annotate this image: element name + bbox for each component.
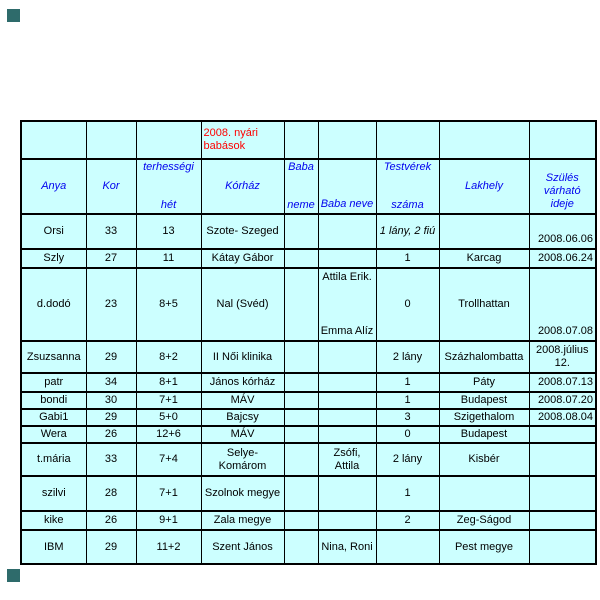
cell-szules: 2008.07.08 [529,268,596,341]
cell-het: 7+1 [136,476,201,511]
col-header-het-line2: hét [160,199,177,211]
col-header-lakhely: Lakhely [439,159,529,214]
cell-neve [318,341,376,373]
cell-neve [318,409,376,426]
cell-szules: 2008.08.04 [529,409,596,426]
cell-neme [284,409,318,426]
cell-kor: 23 [86,268,136,341]
cell-testverek: 2 [376,511,439,530]
cell-anya: patr [21,373,86,392]
cell-anya: Szly [21,249,86,268]
cell-neve [318,511,376,530]
cell-het: 7+1 [136,392,201,409]
cell-korhaz: Selye-Komárom [201,443,284,476]
cell-testverek: 2 lány [376,443,439,476]
cell-het: 13 [136,214,201,249]
cell-korhaz: Zala megye [201,511,284,530]
cell-kor: 30 [86,392,136,409]
cell-anya: szilvi [21,476,86,511]
empty-cell [136,121,201,159]
cell-neve: Zsófi, Attila [318,443,376,476]
col-header-het-line1: terhességi [143,161,194,173]
cell-neme [284,476,318,511]
cell-korhaz: Szolnok megye [201,476,284,511]
cell-kor: 33 [86,443,136,476]
cell-korhaz: MÁV [201,392,284,409]
cell-anya: Orsi [21,214,86,249]
cell-neve [318,426,376,443]
col-header-neve: Baba neve [318,159,376,214]
cell-lakhely: Trollhattan [439,268,529,341]
cell-anya: Zsuzsanna [21,341,86,373]
cell-korhaz: Szote- Szeged [201,214,284,249]
cell-neve [318,392,376,409]
cell-lakhely: Budapest [439,392,529,409]
cell-testverek: 1 [376,373,439,392]
table-row [21,392,596,409]
babies-table [20,120,597,565]
cell-lakhely: Szigethalom [439,409,529,426]
cell-szules [529,530,596,564]
cell-anya: IBM [21,530,86,564]
empty-cell [284,121,318,159]
cell-szules [529,511,596,530]
table-row [21,511,596,530]
empty-cell [439,121,529,159]
cell-anya: Wera [21,426,86,443]
cell-neve: Nina, Roni [318,530,376,564]
cell-lakhely: Zeg-Ságod [439,511,529,530]
table-title: 2008. nyári babások [201,121,284,159]
cell-szules [529,426,596,443]
cell-szules: 2008.07.13 [529,373,596,392]
cell-kor: 34 [86,373,136,392]
cell-korhaz: Nal (Svéd) [201,268,284,341]
col-header-neme-line1: Baba [288,161,314,173]
cell-neme [284,249,318,268]
cell-korhaz: János kórház [201,373,284,392]
table-row [21,373,596,392]
cell-anya: t.mária [21,443,86,476]
cell-korhaz: Kátay Gábor [201,249,284,268]
cell-lakhely: Kisbér [439,443,529,476]
empty-cell [376,121,439,159]
cell-neme [284,214,318,249]
title-row [21,121,596,159]
cell-het: 9+1 [136,511,201,530]
cell-neme [284,341,318,373]
table-row [21,443,596,476]
table-row [21,476,596,511]
cell-kor: 33 [86,214,136,249]
cell-neme [284,530,318,564]
cell-lakhely [439,476,529,511]
empty-cell [21,121,86,159]
cell-kor: 29 [86,341,136,373]
table-row [21,249,596,268]
table-row [21,409,596,426]
cell-lakhely: Karcag [439,249,529,268]
cell-korhaz: MÁV [201,426,284,443]
cell-neve [318,249,376,268]
cell-neve [318,214,376,249]
cell-anya: bondi [21,392,86,409]
col-header-testverek-line2: száma [391,199,424,211]
col-header-testverek [376,159,439,214]
teal-square-marker-bottom [7,569,20,582]
col-header-neme [284,159,318,214]
cell-het: 7+4 [136,443,201,476]
col-header-testverek-line1: Testvérek [383,161,432,173]
table-row [21,341,596,373]
cell-het: 11+2 [136,530,201,564]
cell-korhaz: Bajcsy [201,409,284,426]
col-header-korhaz: Kórház [201,159,284,214]
cell-neme [284,426,318,443]
table-row [21,214,596,249]
empty-cell [529,121,596,159]
col-header-het [136,159,201,214]
cell-testverek: 1 [376,249,439,268]
cell-korhaz: Szent János [201,530,284,564]
cell-het: 8+1 [136,373,201,392]
cell-testverek: 1 lány, 2 fiú [376,214,439,249]
cell-lakhely: Százhalombatta [439,341,529,373]
cell-neme [284,392,318,409]
cell-kor: 29 [86,409,136,426]
col-header-anya: Anya [21,159,86,214]
cell-kor: 26 [86,511,136,530]
col-header-szules: Szülés várható ideje [529,159,596,214]
table-row [21,530,596,564]
cell-het: 12+6 [136,426,201,443]
cell-neme [284,373,318,392]
cell-testverek: 1 [376,392,439,409]
cell-kor: 28 [86,476,136,511]
cell-lakhely [439,214,529,249]
cell-testverek: 0 [376,426,439,443]
cell-testverek: 1 [376,476,439,511]
cell-testverek: 0 [376,268,439,341]
cell-testverek: 2 lány [376,341,439,373]
cell-het: 8+5 [136,268,201,341]
cell-szules: 2008.07.20 [529,392,596,409]
cell-lakhely: Pest megye [439,530,529,564]
cell-lakhely: Budapest [439,426,529,443]
cell-neve [318,373,376,392]
table-row [21,268,596,341]
cell-kor: 26 [86,426,136,443]
cell-neve [318,476,376,511]
cell-szules [529,443,596,476]
cell-neme [284,443,318,476]
empty-cell [318,121,376,159]
col-header-neme-line2: neme [287,199,315,211]
cell-szules: 2008.06.06 [529,214,596,249]
baby-name-second: Emma Alíz [320,325,374,337]
cell-neme [284,268,318,341]
col-header-kor: Kor [86,159,136,214]
cell-korhaz: II Női klinika [201,341,284,373]
teal-square-marker-top [7,9,20,22]
table-row [21,426,596,443]
cell-szules: 2008.06.24 [529,249,596,268]
cell-kor: 29 [86,530,136,564]
cell-testverek [376,530,439,564]
cell-szules [529,476,596,511]
baby-name-first: Attila Erik. [322,271,372,283]
empty-cell [86,121,136,159]
cell-kor: 27 [86,249,136,268]
cell-anya: Gabi1 [21,409,86,426]
cell-lakhely: Páty [439,373,529,392]
cell-het: 11 [136,249,201,268]
cell-szules: 2008.július 12. [529,341,596,373]
cell-anya: d.dodó [21,268,86,341]
cell-het: 5+0 [136,409,201,426]
cell-testverek: 3 [376,409,439,426]
cell-neme [284,511,318,530]
header-row [21,159,596,214]
cell-het: 8+2 [136,341,201,373]
cell-anya: kike [21,511,86,530]
cell-neve [318,268,376,341]
